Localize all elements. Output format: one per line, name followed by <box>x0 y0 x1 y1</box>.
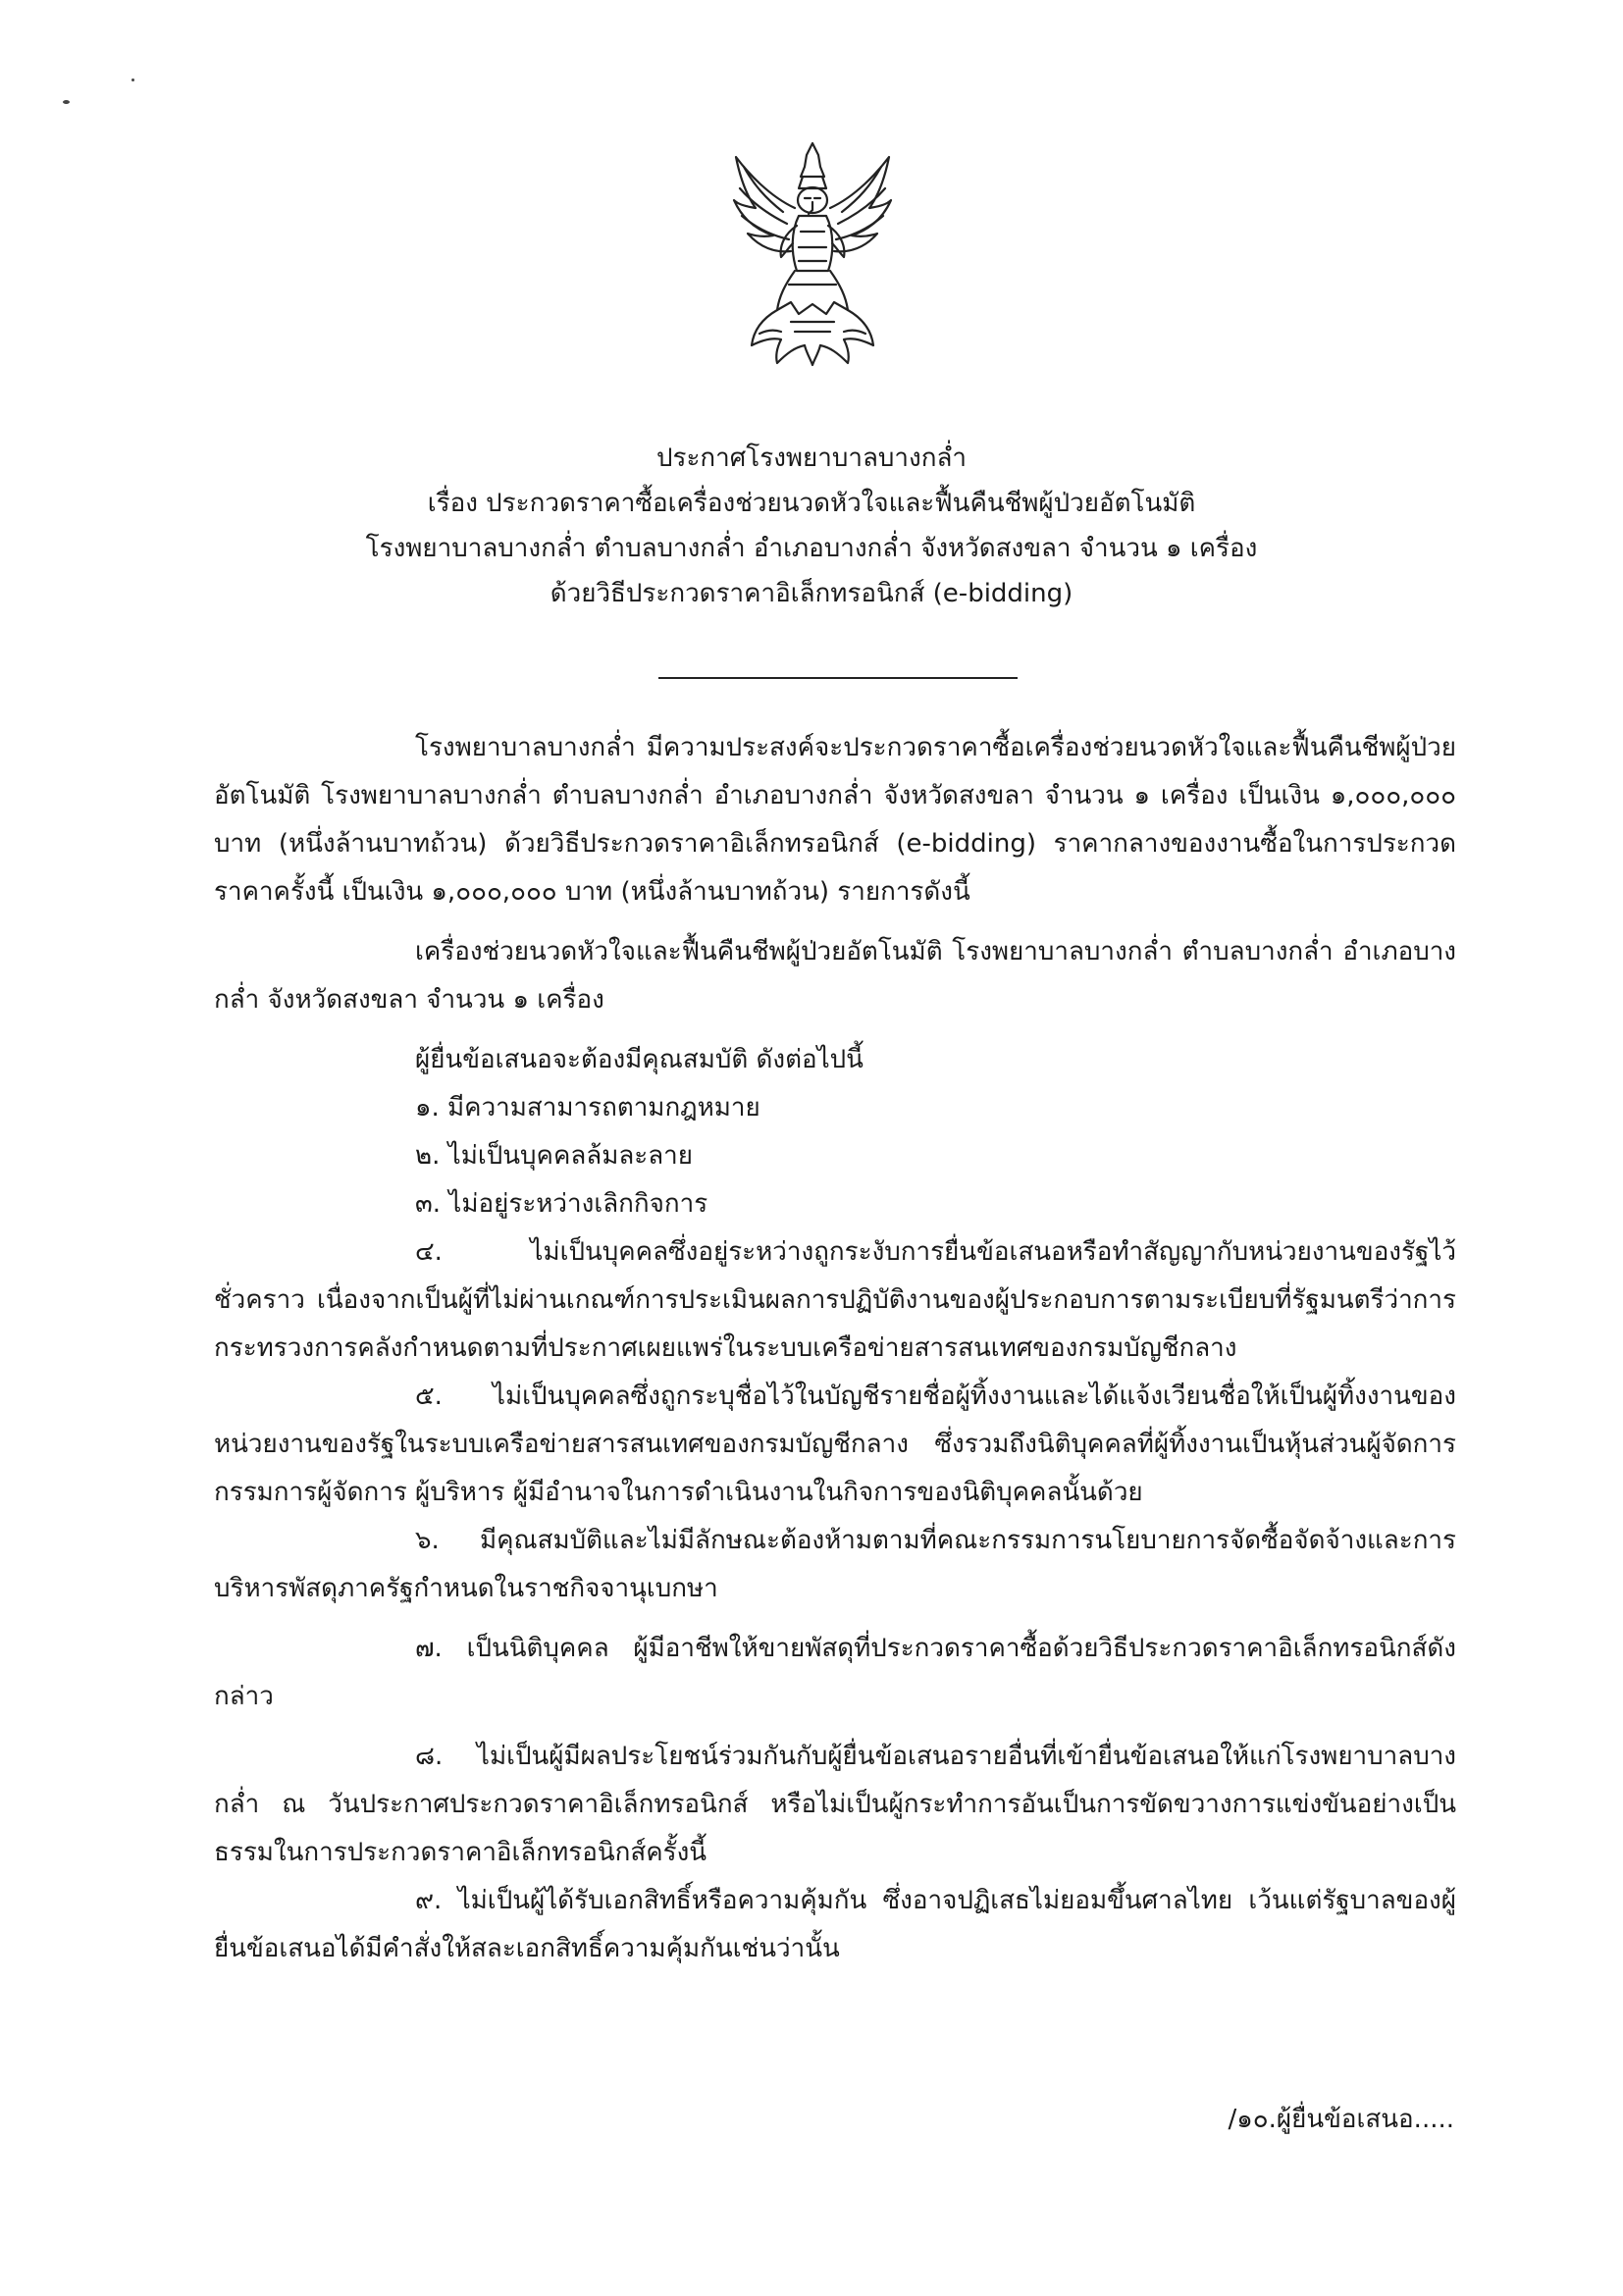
title-line-method: ด้วยวิธีประกวดราคาอิเล็กทรอนิกส์ (e-bidding) <box>550 579 1073 608</box>
qualification-item: ๕. ไม่เป็นบุคคลซึ่งถูกระบุชื่อไว้ในบัญชีรายชื่อผู้ทิ้งงานและได้แจ้งเวียนชื่อให้เป็นผู้ทิ้งงานของหน่วยงานของรัฐในระบบเครือข่ายสารสนเทศของกรมบัญชีกลาง ซึ่งรวมถึงนิติบุคคลที่ผู้ทิ้งงานเป็นหุ้นส่วนผู้จัดการ กรรมการผู้จัดการ ผู้บริหาร ผู้มีอำนาจในการดำเนินงานในกิจการของนิติบุคคลนั้นด้วย <box>214 1382 1456 1507</box>
title-line-location: โรงพยาบาลบางกล่ำ ตำบลบางกล่ำ อำเภอบางกล่ำ จังหวัดสงขลา จำนวน ๑ เครื่อง <box>365 534 1258 563</box>
intro-paragraph: โรงพยาบาลบางกล่ำ มีความประสงค์จะประกวดราคาซื้อเครื่องช่วยนวดหัวใจและฟื้นคืนชีพผู้ป่วยอัตโนมัติ โรงพยาบาลบางกล่ำ ตำบลบางกล่ำ อำเภอบางกล่ำ จังหวัดสงขลา จำนวน ๑ เครื่อง เป็นเงิน ๑,๐๐๐,๐๐๐ บาท (หนึ่งล้านบาทถ้วน) ด้วยวิธีประกวดราคาอิเล็กทรอนิกส์ (e-bidding) ราคากลางของงานซื้อในการประกวดราคาครั้งนี้ เป็นเงิน ๑,๐๐๐,๐๐๐ บาท (หนึ่งล้านบาทถ้วน) รายการดังนี้ <box>214 733 1456 907</box>
garuda-emblem-icon <box>730 137 895 373</box>
item-description: เครื่องช่วยนวดหัวใจและฟื้นคืนชีพผู้ป่วยอัตโนมัติ โรงพยาบาลบางกล่ำ ตำบลบางกล่ำ อำเภอบางกล่ำ จังหวัดสงขลา จำนวน ๑ เครื่อง <box>214 937 1456 1015</box>
page-continuation: /๑๐.ผู้ยื่นข้อเสนอ..... <box>1228 2105 1454 2134</box>
qualification-heading: ผู้ยื่นข้อเสนอจะต้องมีคุณสมบัติ ดังต่อไปนี้ <box>415 1045 864 1074</box>
qualification-item: ๘. ไม่เป็นผู้มีผลประโยชน์ร่วมกันกับผู้ยื่นข้อเสนอรายอื่นที่เข้ายื่นข้อเสนอให้แก่โรงพยาบาลบางกล่ำ ณ วันประกาศประกวดราคาอิเล็กทรอนิกส์ หรือไม่เป็นผู้กระทำการอันเป็นการขัดขวางการแข่งขันอย่างเป็นธรรมในการประกวดราคาอิเล็กทรอนิกส์ครั้งนี้ <box>214 1742 1456 1867</box>
qualification-item: ๗. เป็นนิติบุคคล ผู้มีอาชีพให้ขายพัสดุที่ประกวดราคาซื้อด้วยวิธีประกวดราคาอิเล็กทรอนิกส์ดังกล่าว <box>214 1634 1456 1711</box>
qualification-item: ๓. ไม่อยู่ระหว่างเลิกกิจการ <box>415 1189 708 1219</box>
qualification-item: ๙. ไม่เป็นผู้ได้รับเอกสิทธิ์หรือความคุ้มกัน ซึ่งอาจปฏิเสธไม่ยอมขึ้นศาลไทย เว้นแต่รัฐบาลของผู้ยื่นข้อเสนอได้มีคำสั่งให้สละเอกสิทธิ์ความคุ้มกันเช่นว่านั้น <box>214 1886 1456 1963</box>
scan-speck <box>131 78 134 81</box>
title-divider <box>658 677 1018 679</box>
announcement-body <box>214 724 1456 1973</box>
title-line-organization: ประกาศโรงพยาบาลบางกล่ำ <box>656 444 967 473</box>
qualification-item: ๑. มีความสามารถตามกฎหมาย <box>415 1093 760 1122</box>
scan-speck <box>63 100 70 104</box>
qualification-item: ๔. ไม่เป็นบุคคลซึ่งอยู่ระหว่างถูกระงับการยื่นข้อเสนอหรือทำสัญญากับหน่วยงานของรัฐไว้ชั่วคราว เนื่องจากเป็นผู้ที่ไม่ผ่านเกณฑ์การประเมินผลการปฏิบัติงานของผู้ประกอบการตามระเบียบที่รัฐมนตรีว่าการกระทรวงการคลังกำหนดตามที่ประกาศเผยแพร่ในระบบเครือข่ายสารสนเทศของกรมบัญชีกลาง <box>214 1237 1456 1363</box>
qualification-item: ๒. ไม่เป็นบุคคลล้มละลาย <box>415 1141 694 1171</box>
qualification-item: ๖. มีคุณสมบัติและไม่มีลักษณะต้องห้ามตามที่คณะกรรมการนโยบายการจัดซื้อจัดจ้างและการบริหารพัสดุภาครัฐกำหนดในราชกิจจานุเบกษา <box>214 1526 1456 1603</box>
announcement-title <box>196 436 1427 616</box>
title-line-subject: เรื่อง ประกวดราคาซื้อเครื่องช่วยนวดหัวใจและฟื้นคืนชีพผู้ป่วยอัตโนมัติ <box>427 489 1196 518</box>
